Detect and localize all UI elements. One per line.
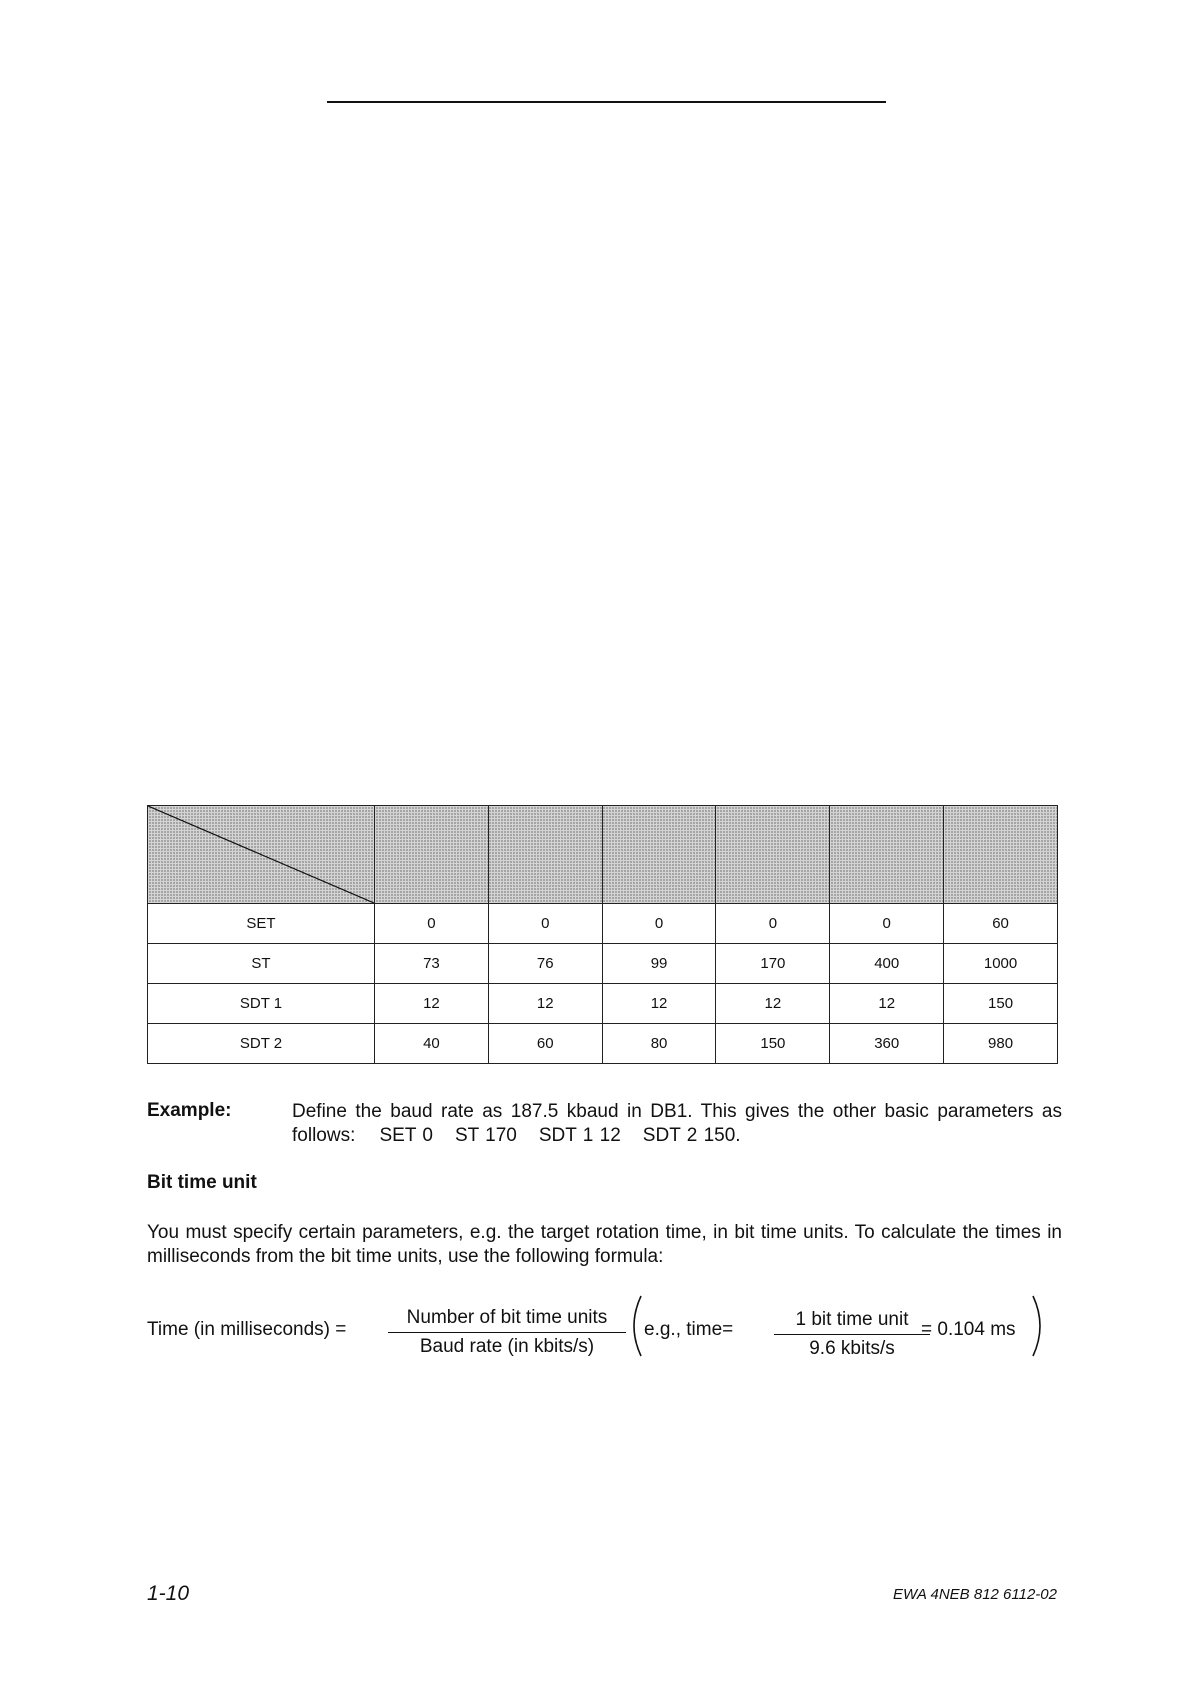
table-cell: 1000 <box>944 944 1058 984</box>
table-cell: 0 <box>602 904 716 944</box>
table-cell: 170 <box>716 944 830 984</box>
row-label-sdt2: SDT 2 <box>148 1024 375 1064</box>
table-cell: 0 <box>488 904 602 944</box>
page-number: 1-10 <box>147 1582 190 1605</box>
example-label: Example: <box>147 1100 232 1121</box>
table-cell: 150 <box>716 1024 830 1064</box>
table-row <box>148 944 1058 984</box>
table-header-row <box>148 806 1058 904</box>
header-cell <box>602 806 716 904</box>
table-cell: 80 <box>602 1024 716 1064</box>
table-cell: 76 <box>488 944 602 984</box>
diagonal-line <box>148 806 374 903</box>
table-cell: 12 <box>488 984 602 1024</box>
header-cell <box>944 806 1058 904</box>
header-cell <box>830 806 944 904</box>
example-text: Define the baud rate as 187.5 kbaud in DB1. This gives the other basic parameters as follows: <box>292 1101 1062 1146</box>
table-cell: 0 <box>375 904 489 944</box>
parameter-table <box>147 805 1058 1064</box>
table-cell: 40 <box>375 1024 489 1064</box>
example-values <box>361 1125 763 1146</box>
top-rule <box>327 101 886 103</box>
table-cell: 73 <box>375 944 489 984</box>
row-label-set: SET <box>148 904 375 944</box>
table-cell: 980 <box>944 1024 1058 1064</box>
formula-numerator: Number of bit time units <box>406 1307 608 1328</box>
table-row <box>148 984 1058 1024</box>
formula-example-numerator: 1 bit time unit <box>795 1309 909 1330</box>
example-value: SDT 2 150. <box>642 1125 741 1146</box>
table-cell: 60 <box>488 1024 602 1064</box>
document-id: EWA 4NEB 812 6112-02 <box>893 1586 1057 1603</box>
example-value: ST 170 <box>454 1125 517 1146</box>
row-label-sdt1: SDT 1 <box>148 984 375 1024</box>
formula-denominator: Baud rate (in kbits/s) <box>388 1332 626 1358</box>
example-value: SET 0 <box>379 1125 433 1146</box>
table-cell: 400 <box>830 944 944 984</box>
header-cell <box>488 806 602 904</box>
example-value: SDT 1 12 <box>538 1125 621 1146</box>
table-cell: 0 <box>716 904 830 944</box>
table-cell: 60 <box>944 904 1058 944</box>
table-cell: 99 <box>602 944 716 984</box>
formula-example-denominator: 9.6 kbits/s <box>774 1334 930 1360</box>
formula-example-result: = 0.104 ms <box>921 1319 1016 1340</box>
table-cell: 12 <box>375 984 489 1024</box>
formula-example-fraction <box>774 1309 930 1360</box>
table-cell: 12 <box>716 984 830 1024</box>
table-cell: 12 <box>602 984 716 1024</box>
left-parenthesis <box>626 1294 644 1358</box>
header-cell <box>716 806 830 904</box>
formula-left-side: Time (in milliseconds) = <box>147 1319 347 1340</box>
table-cell: 12 <box>830 984 944 1024</box>
body-paragraph: You must specify certain parameters, e.g. the target rotation time, in bit time units. To calculate the times in milliseconds from the bit time units, use the following formula: <box>147 1222 1062 1267</box>
formula-example-prefix: e.g., time= <box>644 1319 734 1340</box>
right-parenthesis <box>1030 1294 1048 1358</box>
example-paragraph <box>292 1100 1062 1148</box>
table-row <box>148 904 1058 944</box>
table-row <box>148 1024 1058 1064</box>
header-cell <box>375 806 489 904</box>
table-cell: 360 <box>830 1024 944 1064</box>
table-cell: 0 <box>830 904 944 944</box>
section-heading: Bit time unit <box>147 1172 257 1193</box>
formula-fraction <box>388 1307 626 1358</box>
table-cell: 150 <box>944 984 1058 1024</box>
table-corner-cell <box>148 806 375 904</box>
row-label-st: ST <box>148 944 375 984</box>
